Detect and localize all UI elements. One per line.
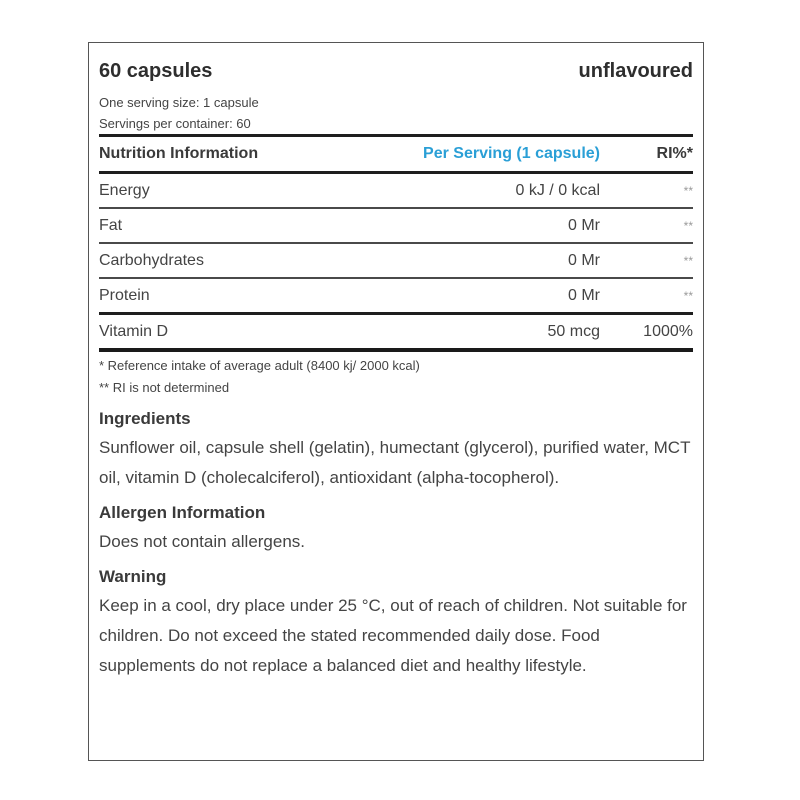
nutrient-ri: ** — [683, 183, 693, 198]
servings-per-container: Servings per container: 60 — [99, 116, 251, 131]
table-row-energy — [99, 174, 693, 207]
column-header-per-serving: Per Serving (1 capsule) — [423, 145, 600, 162]
allergen-title: Allergen Information — [99, 503, 266, 522]
nutrient-ri: 1000% — [643, 322, 693, 340]
label-content — [99, 43, 693, 681]
label-header — [99, 60, 693, 90]
serving-size: One serving size: 1 capsule — [99, 95, 259, 110]
nutrient-name: Vitamin D — [99, 322, 169, 340]
warning-title: Warning — [99, 567, 167, 586]
nutrient-value: 0 Mr — [568, 286, 600, 304]
nutrient-ri: ** — [683, 218, 693, 233]
allergen-body: Does not contain allergens. — [99, 532, 306, 551]
flavour: unflavoured — [578, 60, 693, 82]
nutrient-value: 50 mcg — [547, 322, 600, 340]
table-row-protein — [99, 279, 693, 312]
nutrient-name: Protein — [99, 286, 150, 304]
nutrient-value: 0 Mr — [568, 216, 600, 234]
nutrient-name: Carbohydrates — [99, 251, 204, 269]
warning-body: Keep in a cool, dry place under 25 °C, out of reach of children. Not suitable for children. Do not exceed the stated recommended daily dose. Food supplements do not replace a balanced diet and healthy lifestyle. — [99, 596, 687, 675]
footnote-ri-not-determined: ** RI is not determined — [99, 380, 230, 395]
column-header-name: Nutrition Information — [99, 145, 259, 162]
nutrient-value: 0 Mr — [568, 251, 600, 269]
table-row-vitamin-d — [99, 315, 693, 348]
nutrition-table-header — [99, 137, 693, 171]
product-count: 60 capsules — [99, 60, 213, 82]
ingredients-body: Sunflower oil, capsule shell (gelatin), humectant (glycerol), purified water, MCT oil, vitamin D (cholecalciferol), antioxidant (alpha-tocopherol). — [99, 438, 691, 487]
footnote-reference-intake: * Reference intake of average adult (8400 kj/ 2000 kcal) — [99, 358, 420, 373]
ingredients-title: Ingredients — [99, 409, 191, 428]
divider-extra-thick — [99, 348, 693, 352]
nutrition-label — [88, 42, 704, 761]
column-header-ri: RI%* — [656, 145, 693, 162]
nutrient-ri: ** — [683, 253, 693, 268]
table-row-fat — [99, 209, 693, 242]
nutrient-value: 0 kJ / 0 kcal — [515, 181, 600, 199]
nutrient-name: Energy — [99, 181, 150, 199]
table-row-carbohydrates — [99, 244, 693, 277]
nutrient-ri: ** — [683, 288, 693, 303]
nutrient-name: Fat — [99, 216, 123, 234]
